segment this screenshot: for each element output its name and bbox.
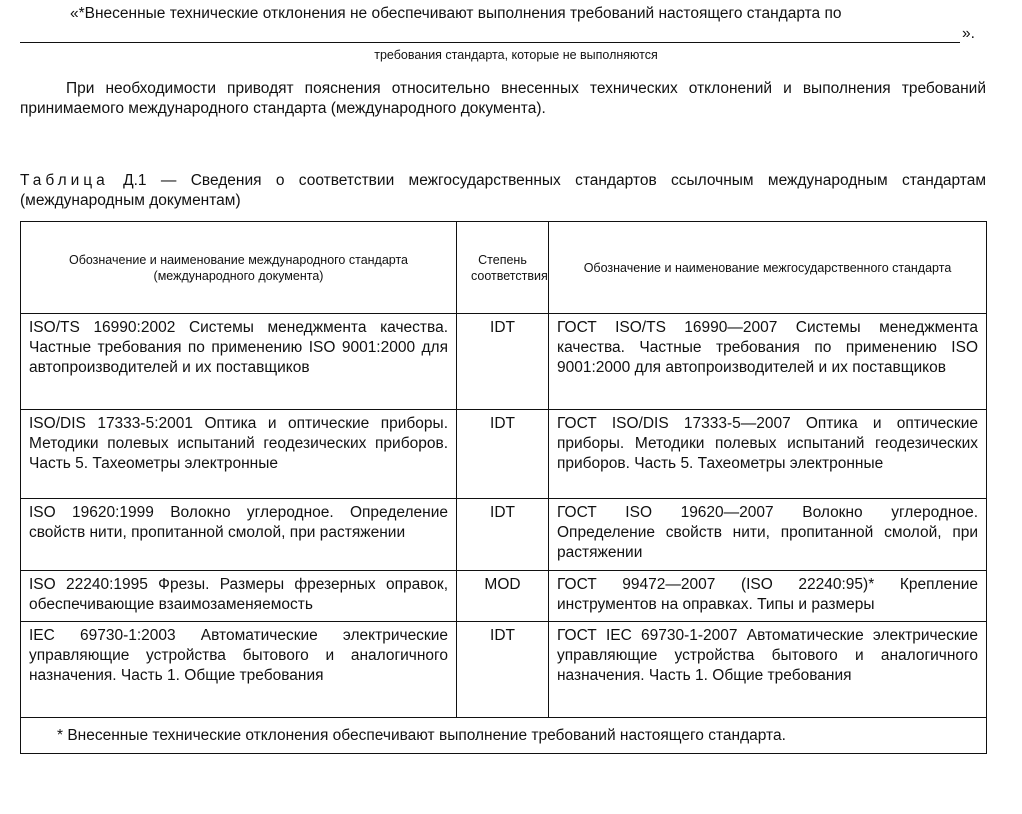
international-standard-cell: ISO/TS 16990:2002 Системы менеджмента качества. Частные требования по применению ISO 9001:2000 для автопроизводителей и их поставщиков: [21, 314, 457, 410]
table-footnote: * Внесенные технические отклонения обеспечивают выполнение требований настоящего стандарта.: [21, 718, 987, 754]
degree-cell: MOD: [457, 571, 549, 622]
fill-in-blank-line: [20, 22, 960, 43]
international-standard-cell: ISO 19620:1999 Волокно углеродное. Определение свойств нити, пропитанной смолой, при растяжении: [21, 499, 457, 571]
standards-correspondence-table: [20, 221, 987, 754]
degree-cell: IDT: [457, 622, 549, 718]
table-row: [21, 622, 987, 718]
header-interstate-standard: Обозначение и наименование межгосударственного стандарта: [549, 222, 987, 314]
explanation-paragraph: При необходимости приводят пояснения относительно внесенных технических отклонений и выполнения требований принимаемого международного стандарта (международного документа).: [20, 80, 986, 117]
table-header-row: [21, 222, 987, 314]
table-row: [21, 314, 987, 410]
header-international-standard: Обозначение и наименование международного стандарта (международного документа): [21, 222, 457, 314]
degree-cell: IDT: [457, 499, 549, 571]
table-title-label: Таблица: [20, 172, 109, 189]
table-row: [21, 499, 987, 571]
interstate-standard-cell: ГОСТ 99472—2007 (ISO 22240:95)* Крепление инструментов на оправках. Типы и размеры: [549, 571, 987, 622]
international-standard-cell: ISO/DIS 17333-5:2001 Оптика и оптические приборы. Методики полевых испытаний геодезических приборов. Часть 5. Тахеометры электронные: [21, 410, 457, 499]
table-row: [21, 410, 987, 499]
intro-line-end: ».: [962, 25, 975, 42]
intro-line: «*Внесенные технические отклонения не обеспечивают выполнения требований настоящего стандарта по: [70, 5, 842, 22]
table-footnote-row: [21, 718, 987, 754]
interstate-standard-cell: ГОСТ ISO/TS 16990—2007 Системы менеджмента качества. Частные требования по применению ISO 9001:2000 для автопроизводителей и их поставщиков: [549, 314, 987, 410]
table-row: [21, 571, 987, 622]
degree-cell: IDT: [457, 314, 549, 410]
blank-line-caption: требования стандарта, которые не выполняются: [374, 48, 658, 62]
degree-cell: IDT: [457, 410, 549, 499]
international-standard-cell: IEC 69730-1:2003 Автоматические электрические управляющие устройства бытового и аналогичного назначения. Часть 1. Общие требования: [21, 622, 457, 718]
interstate-standard-cell: ГОСТ ISO/DIS 17333-5—2007 Оптика и оптические приборы. Методики полевых испытаний геодезических приборов. Часть 5. Тахеометры электронные: [549, 410, 987, 499]
header-degree-of-correspondence: Степень соответствия: [457, 222, 549, 314]
interstate-standard-cell: ГОСТ IEC 69730-1-2007 Автоматические электрические управляющие устройства бытового и аналогичного назначения. Часть 1. Общие требования: [549, 622, 987, 718]
table-title-text: Д.1 — Сведения о соответствии межгосударственных стандартов ссылочным международным стандартам (международным документам): [20, 172, 987, 209]
interstate-standard-cell: ГОСТ ISO 19620—2007 Волокно углеродное. Определение свойств нити, пропитанной смолой, при растяжении: [549, 499, 987, 571]
table-title: [20, 171, 986, 211]
international-standard-cell: ISO 22240:1995 Фрезы. Размеры фрезерных оправок, обеспечивающие взаимозаменяемость: [21, 571, 457, 622]
